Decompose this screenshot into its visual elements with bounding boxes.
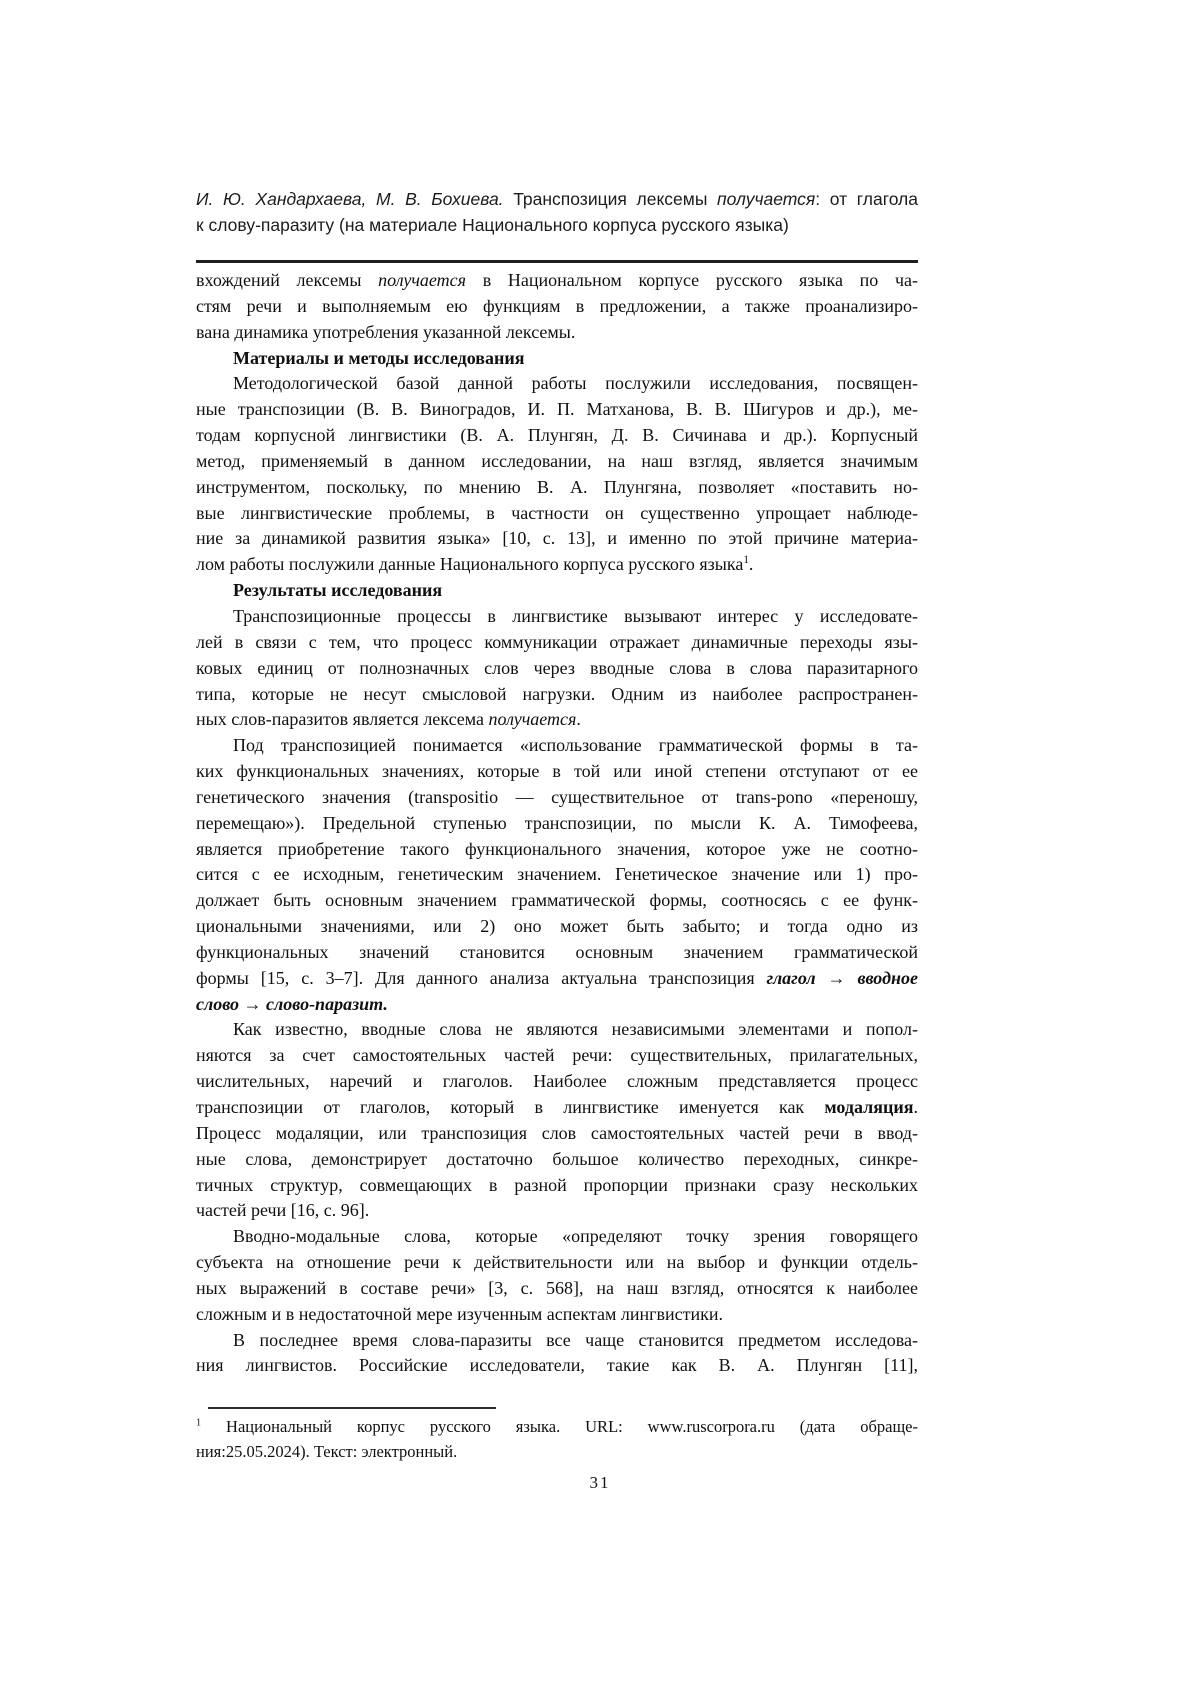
text-segment: Методологической базой данной работы послужили исследования, посвящен-	[233, 373, 918, 394]
paragraph	[196, 604, 918, 733]
text-segment: тодам корпусной лингвистики (В. А. Плунгян, Д. В. Сичинава и др.). Корпусный	[196, 425, 918, 446]
text-line	[196, 1121, 918, 1147]
text-segment: транспозиции от глаголов, который в лингвистике именуется как	[196, 1097, 825, 1117]
text-line	[196, 526, 918, 552]
text-line	[196, 578, 918, 604]
text-segment: ния лингвистов. Российские исследователи, такие как В. А. Плунгян [11],	[196, 1355, 918, 1376]
text-segment: Материалы и методы исследования	[233, 347, 525, 368]
text-line	[196, 1173, 918, 1199]
text-segment: ния:25.05.2024). Текст: электронный.	[196, 1441, 458, 1461]
text-segment: вые лингвистические проблемы, в частности он существенно упрощает наблюде-	[196, 502, 918, 523]
text-line	[196, 320, 918, 346]
text-segment: ких функциональных значениях, которые в той или иной степени отступают от ее	[196, 761, 918, 782]
paragraph	[196, 1328, 918, 1380]
text-line	[196, 888, 918, 914]
text-segment: Национальный корпус русского языка. URL: www.ruscorpora.ru (дата обраще-	[201, 1417, 918, 1436]
text-segment: ные слова, демонстрирует достаточно большое количество переходных, синкре-	[196, 1148, 918, 1169]
footnote	[196, 1415, 918, 1464]
text-segment: Процесс модаляции, или транспозиция слов самостоятельных частей речи в ввод-	[196, 1122, 918, 1143]
text-segment: ние за динамикой развития языка» [10, с. 13], и именно по этой причине материа-	[196, 528, 918, 549]
text-line	[196, 914, 918, 940]
text-segment: модаляция	[824, 1097, 914, 1117]
footnote-reference-marker: 1	[196, 1417, 202, 1429]
text-line	[196, 1302, 918, 1328]
section-heading	[196, 578, 918, 604]
text-segment: лом работы послужили данные Национального корпуса русского языка	[196, 554, 744, 575]
text-line	[196, 475, 918, 501]
paragraph	[196, 1224, 918, 1327]
text-line	[196, 371, 918, 397]
text-line	[196, 1276, 918, 1302]
text-segment: перемещаю»). Предельной ступенью транспозиции, по мысли К. А. Тимофеева,	[196, 812, 918, 833]
text-segment: В последнее время слова-паразиты все чаще становится предметом исследова-	[233, 1329, 918, 1350]
paragraph	[196, 1017, 918, 1224]
text-line	[196, 1095, 918, 1121]
text-segment: является приобретение такого функционального значения, которое уже не соотно-	[196, 838, 918, 859]
text-segment: Результаты исследования	[233, 580, 443, 601]
text-line	[196, 785, 918, 811]
footnote-rule	[208, 1407, 496, 1409]
header-rule	[196, 260, 918, 263]
text-line	[196, 552, 918, 578]
text-segment: ковых единиц от полнозначных слов через вводные слова в слова паразитарного	[196, 657, 918, 678]
text-line	[196, 212, 918, 238]
text-line	[196, 1043, 918, 1069]
text-segment: : от глагола	[815, 189, 918, 209]
text-line	[196, 501, 918, 527]
paragraph	[196, 268, 918, 346]
text-line	[196, 1328, 918, 1354]
text-line	[196, 656, 918, 682]
text-line	[196, 1224, 918, 1250]
text-line	[196, 604, 918, 630]
text-segment: .	[748, 554, 754, 575]
text-line	[196, 733, 918, 759]
text-segment: вхождений лексемы	[196, 270, 379, 290]
text-segment: .	[576, 709, 581, 730]
text-line	[196, 1147, 918, 1173]
text-line	[196, 1353, 918, 1379]
text-segment: вана динамика употребления указанной лексемы.	[196, 321, 576, 342]
text-line	[196, 682, 918, 708]
paragraph	[196, 371, 918, 578]
text-segment: числительных, наречий и глаголов. Наиболее сложным представляется процесс	[196, 1071, 918, 1092]
text-line	[196, 294, 918, 320]
text-segment: циональными значениями, или 2) оно может быть забыто; и тогда одно из	[196, 916, 918, 937]
text-line	[196, 1440, 918, 1465]
text-line	[196, 449, 918, 475]
text-line	[196, 186, 918, 212]
text-segment: .	[913, 1097, 918, 1117]
text-segment: субъекта на отношение речи к действительности или на выбор и функции отдель-	[196, 1252, 918, 1273]
text-segment: типа, которые не несут смысловой нагрузки. Одним из наиболее распространен-	[196, 683, 918, 704]
text-segment: Вводно-модальные слова, которые «определяют точку зрения говорящего	[233, 1226, 918, 1247]
text-line	[196, 630, 918, 656]
text-segment: ных слов-паразитов является лексема	[196, 709, 489, 730]
text-segment: стям речи и выполняемым ею функциям в предложении, а также проанализиро-	[196, 295, 918, 316]
text-segment: к слову-паразиту (на материале Национального корпуса русского языка)	[196, 215, 789, 235]
text-segment: частей речи [16, с. 96].	[196, 1200, 370, 1221]
paragraph	[196, 733, 918, 1017]
running-header	[196, 186, 918, 238]
text-segment: Транспозиционные процессы в лингвистике вызывают интерес у исследовате-	[233, 605, 918, 626]
text-segment: функциональных значений становится основным значением грамматической	[196, 941, 918, 962]
text-segment: няются за счет самостоятельных частей речи: существительных, прилагательных,	[196, 1045, 918, 1066]
text-line	[196, 423, 918, 449]
text-segment: Как известно, вводные слова не являются независимыми элементами и попол-	[233, 1019, 918, 1040]
text-segment: метод, применяемый в данном исследовании, на наш взгляд, является значимым	[196, 450, 918, 471]
text-segment: должает быть основным значением грамматической формы, соотносясь с ее функ-	[196, 890, 918, 911]
text-line	[196, 268, 918, 294]
text-segment: И. Ю. Хандархаева, М. В. Бохиева.	[196, 189, 504, 209]
text-line	[196, 1069, 918, 1095]
text-segment: сится с ее исходным, генетическим значением. Генетическое значение или 1) про-	[196, 864, 918, 885]
text-line	[196, 346, 918, 372]
text-line	[196, 707, 918, 733]
text-segment: Под транспозицией понимается «использование грамматической формы в та-	[233, 735, 918, 756]
text-segment: глагол → вводное	[766, 967, 918, 988]
text-segment: формы [15, с. 3–7]. Для данного анализа актуальна транспозиция	[196, 967, 767, 988]
text-segment: получается	[717, 189, 816, 209]
text-line	[196, 1017, 918, 1043]
text-segment: Транспозиция лексемы	[503, 189, 718, 209]
page-number: 31	[589, 1473, 611, 1492]
text-line	[196, 966, 918, 992]
text-segment: слово → слово-паразит.	[196, 993, 388, 1014]
text-segment: тичных структур, совмещающих в разной пропорции признаки сразу нескольких	[196, 1174, 918, 1195]
text-line	[196, 1198, 918, 1224]
section-heading	[196, 346, 918, 372]
text-line	[196, 837, 918, 863]
text-line	[196, 811, 918, 837]
article-body	[196, 268, 918, 1379]
text-line	[196, 1415, 918, 1440]
text-segment: получается	[488, 709, 577, 730]
text-line	[196, 759, 918, 785]
text-segment: получается	[378, 270, 467, 290]
text-segment: сложным и в недостаточной мере изученным аспектам лингвистики.	[196, 1303, 724, 1324]
text-line	[196, 397, 918, 423]
text-segment: ные транспозиции (В. В. Виноградов, И. П. Матханова, В. В. Шигуров и др.), ме-	[196, 399, 918, 420]
text-line	[196, 992, 918, 1018]
text-segment: инструментом, поскольку, по мнению В. А. Плунгяна, позволяет «поставить но-	[196, 476, 918, 497]
footnote-reference-marker: 1	[743, 554, 749, 567]
text-segment: лей в связи с тем, что процесс коммуникации отражает динамичные переходы язы-	[196, 631, 918, 652]
text-segment: ных выражений в составе речи» [3, с. 568], на наш взгляд, относятся к наиболее	[196, 1277, 918, 1298]
text-line	[196, 1250, 918, 1276]
text-segment: в Национальном корпусе русского языка по ча-	[466, 270, 918, 290]
text-segment: генетического значения (transpositio — существительное от trans-pono «переношу,	[196, 786, 918, 807]
text-line	[196, 940, 918, 966]
text-line	[196, 862, 918, 888]
